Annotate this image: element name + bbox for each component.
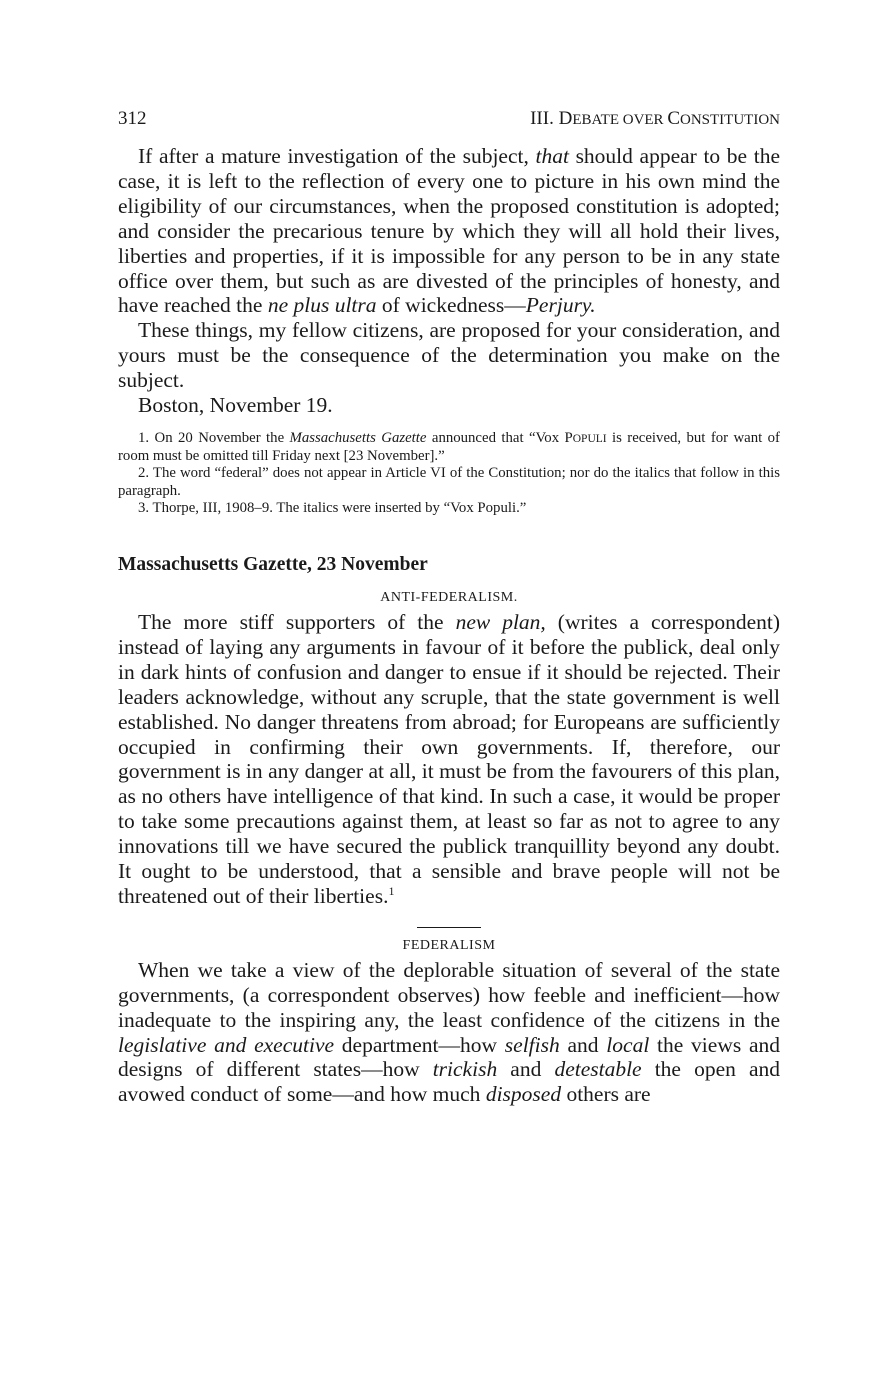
- signoff-dateline: Boston, November 19.: [138, 393, 333, 418]
- paragraph-federalism: When we take a view of the deplorable situation of several of the state governments, (a correspondent observes) how feeble and inefficient—how inadequate to the inspiring any, the least confidence of the citizens in the legislative and executive department—how selfish and local the views and designs of different states—how trickish and detestable the open and avowed conduct of some—and how much disposed others are: [118, 957, 780, 1107]
- footnote-marker: 1: [388, 883, 395, 898]
- section-divider: [417, 927, 481, 928]
- anti-federalism-heading: ANTI-FEDERALISM.: [380, 589, 518, 605]
- federalism-heading: FEDERALISM: [402, 937, 496, 953]
- page-number: 312: [118, 108, 147, 129]
- section-heading: Massachusetts Gazette, 23 November: [118, 553, 428, 575]
- footnotes: [118, 430, 780, 517]
- running-head: [118, 108, 780, 130]
- running-title: III. DEBATE OVER CONSTITUTION: [530, 108, 780, 129]
- paragraph-fellow-citizens: These things, my fellow citizens, are proposed for your consideration, and yours must be the consequence of the determination you make on the subject.: [118, 318, 780, 393]
- paragraph-anti-federalism: The more stiff supporters of the new plan, (writes a correspondent) instead of laying any arguments in favour of it before the publick, deal only in dark hints of confusion and danger to ensue if it should be rejected. Their leaders acknowledge, without any scruple, that the state government is well established. No danger threatens from abroad; for Europeans are sufficiently occupied in confirming their own governments. If, therefore, our government is in any danger at all, it must be from the favourers of this plan, as no others have intelligence of that kind. In such a case, it would be proper to take some precautions against them, at least so far as not to agree to any innovations till we have secured the publick tranquillity beyond any doubt. It ought to be understood, that a sensible and brave people will not be threatened out of their liberties.$^1$: [118, 609, 780, 908]
- footnote-3: 3. Thorpe, III, 1908–9. The italics were inserted by “Vox Populi.”: [138, 499, 527, 516]
- footnote-2: 2. The word “federal” does not appear in Article VI of the Constitution; nor do the italics that follow in this paragraph.: [118, 465, 780, 499]
- footnote-1: 1. On 20 November the Massachusetts Gazette announced that “Vox POPULI is received, but for want of room must be omitted till Friday next [23 November].”: [118, 429, 780, 465]
- paragraph-investigation: If after a mature investigation of the subject, that should appear to be the case, it is left to the reflection of every one to picture in his own mind the eligibility of our circumstances, when the proposed constitution is adopted; and consider the precarious tenure by which they will all hold their lives, liberties and properties, if it is impossible for any person to be in any state office over them, but such as are divested of the principles of honesty, and have reached the ne plus ultra of wickedness—Perjury.: [118, 144, 780, 318]
- book-page: [118, 108, 780, 1107]
